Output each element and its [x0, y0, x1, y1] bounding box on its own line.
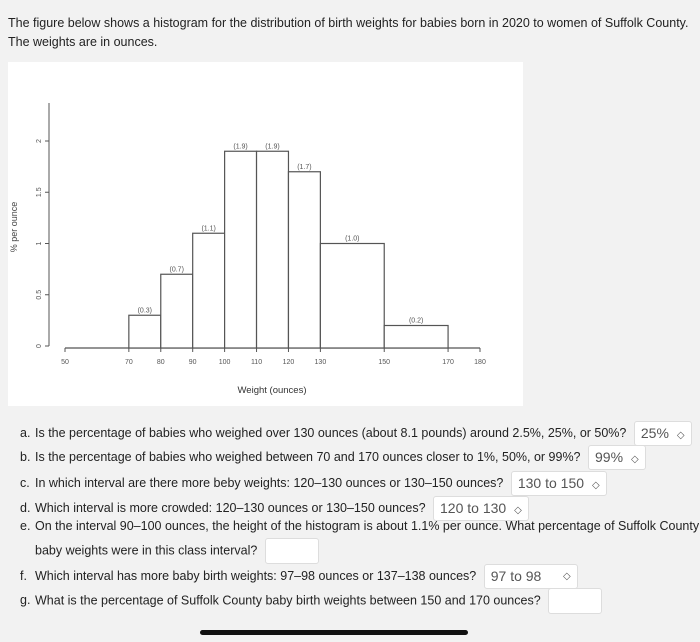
x-tick-label: 180 — [474, 359, 486, 366]
histogram-chart — [8, 62, 523, 406]
histogram-svg — [8, 62, 523, 406]
chevron-updown-icon: ◇ — [631, 454, 639, 465]
question-f — [20, 564, 578, 589]
question-text: Which interval has more baby birth weights: 97–98 ounces or 137–138 ounces? — [35, 568, 477, 583]
y-tick-label: 0.5 — [36, 289, 43, 300]
question-label: c. — [20, 475, 30, 490]
question-label: g. — [20, 593, 31, 608]
x-tick-label: 130 — [314, 359, 327, 366]
bar-value-label: (1.0) — [345, 235, 360, 243]
y-tick-label: 2 — [36, 139, 43, 143]
question-text: Which interval is more crowded: 120–130 ounces or 130–150 ounces? — [35, 500, 426, 515]
question-label: d. — [20, 500, 31, 515]
x-tick-label: 170 — [442, 359, 454, 366]
x-tick-label: 50 — [61, 359, 69, 366]
question-text: baby weights were in this class interval? — [35, 543, 258, 558]
question-text: Is the percentage of babies who weighed over 130 ounces (about 8.1 pounds) around 2.5%, 25%, or 50%? — [35, 425, 627, 440]
question-label: a. — [20, 425, 31, 440]
answer-input-g[interactable] — [548, 588, 602, 614]
histogram-bar — [384, 326, 448, 349]
chevron-updown-icon: ◇ — [563, 571, 571, 582]
answer-select-a[interactable] — [634, 421, 692, 446]
x-tick-label: 110 — [250, 359, 263, 366]
question-e-cont — [35, 538, 319, 564]
question-g — [20, 588, 602, 614]
selected-value: 25% — [640, 425, 669, 441]
question-text: What is the percentage of Suffolk County baby birth weights between 150 and 170 ounces? — [35, 593, 541, 608]
chevron-updown-icon: ◇ — [514, 505, 522, 516]
home-indicator — [200, 630, 468, 635]
answer-select-b[interactable] — [588, 445, 646, 470]
answer-select-f[interactable] — [484, 564, 578, 589]
bar-value-label: (1.9) — [265, 143, 280, 151]
question-label: e. — [20, 519, 31, 533]
x-tick-label: 150 — [378, 359, 391, 366]
x-tick-label: 80 — [156, 359, 165, 366]
question-label: f. — [20, 568, 27, 583]
histogram-bar — [225, 151, 257, 348]
intro-text: The figure below shows a histogram for the distribution of birth weights for babies born in 2020 to women of Suffolk County. The weights are in ounces. — [8, 16, 689, 49]
answer-input-e[interactable] — [265, 538, 319, 564]
question-text: Is the percentage of babies who weighed between 70 and 170 ounces closer to 1%, 50%, or 99%? — [35, 449, 581, 464]
selected-value: 120 to 130 — [440, 500, 507, 516]
question-b — [20, 445, 646, 470]
question-e — [20, 517, 699, 535]
bar-value-label: (1.7) — [297, 163, 312, 171]
histogram-bar — [129, 315, 161, 348]
bar-value-label: (0.2) — [408, 317, 424, 325]
histogram-bar — [320, 244, 384, 349]
selected-value: 130 to 150 — [517, 475, 585, 491]
histogram-bar — [161, 274, 193, 348]
y-tick-label: 1 — [36, 241, 43, 246]
question-a — [20, 421, 692, 446]
chevron-updown-icon: ◇ — [676, 430, 685, 441]
selected-value: 97 to 98 — [490, 568, 542, 584]
bar-value-label: (0.7) — [169, 266, 184, 274]
chevron-updown-icon: ◇ — [592, 480, 600, 491]
answer-select-c[interactable] — [511, 471, 607, 496]
y-tick-label: 0 — [36, 344, 43, 348]
x-axis-label: Weight (ounces) — [237, 385, 307, 396]
question-label: b. — [20, 449, 31, 464]
x-tick-label: 90 — [188, 359, 197, 366]
bar-value-label: (1.9) — [233, 143, 248, 151]
x-tick-label: 120 — [282, 359, 295, 366]
y-tick-label: 1.5 — [36, 187, 43, 198]
histogram-bar — [257, 151, 289, 348]
histogram-bar — [193, 233, 225, 348]
question-text: On the interval 90–100 ounces, the height of the histogram is about 1.1% per ounce. What percentage of Suffolk County — [35, 519, 700, 533]
bar-value-label: (0.3) — [137, 307, 153, 315]
histogram-bar — [288, 172, 320, 348]
selected-value: 99% — [595, 449, 624, 465]
y-axis-label: % per ounce — [9, 201, 19, 253]
x-tick-label: 70 — [124, 359, 133, 366]
bar-value-label: (1.1) — [201, 225, 216, 233]
x-tick-label: 100 — [218, 359, 231, 366]
question-text: In which interval are there more beby weights: 120–130 ounces or 130–150 ounces? — [35, 475, 504, 490]
question-c — [20, 471, 607, 496]
